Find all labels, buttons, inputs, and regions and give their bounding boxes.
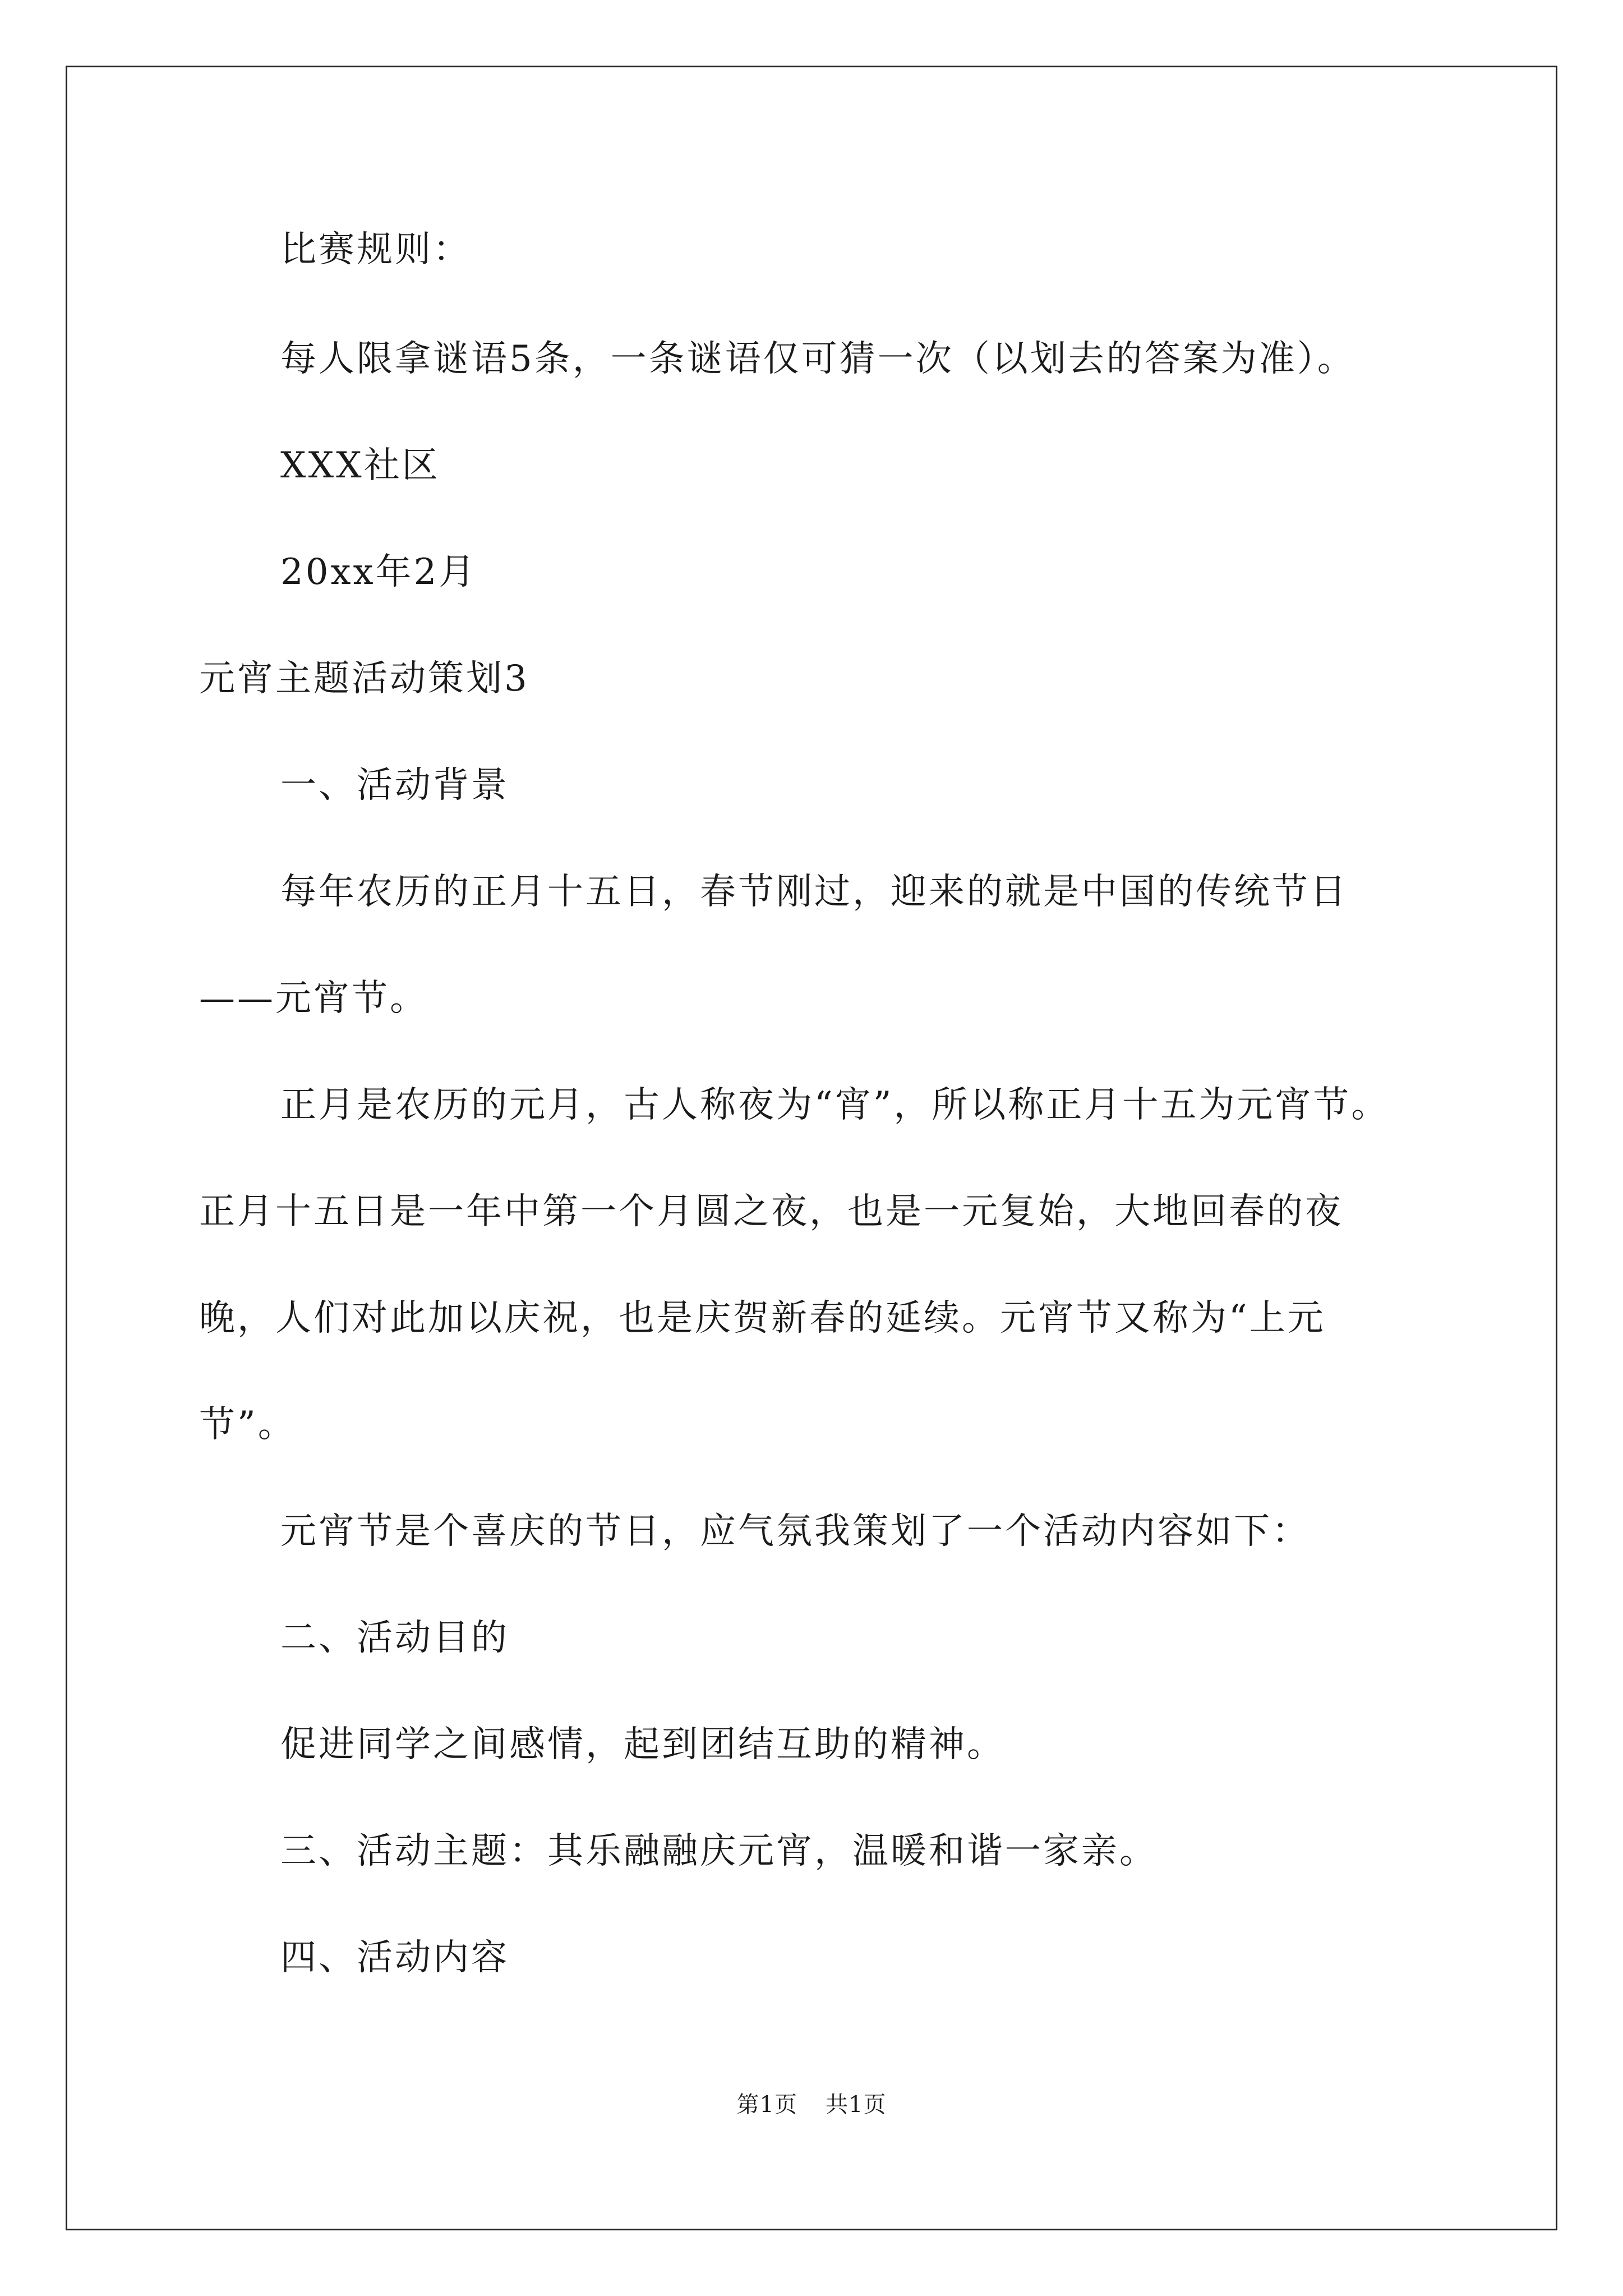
- paragraph-line: 节”。: [199, 1404, 296, 1446]
- paragraph-line: 每年农历的正月十五日，春节刚过，迎来的就是中国的传统节日: [280, 871, 1348, 913]
- rules-heading: 比赛规则：: [280, 229, 471, 270]
- paragraph-line: 元宵节是个喜庆的节日，应气氛我策划了一个活动内容如下：: [280, 1511, 1310, 1552]
- paragraph-line: 促进同学之间感情，起到团结互助的精神。: [280, 1724, 1005, 1765]
- heading-theme: 三、活动主题：其乐融融庆元宵，温暖和谐一家亲。: [280, 1830, 1158, 1872]
- paragraph-line: 正月十五日是一年中第一个月圆之夜，也是一元复始，大地回春的夜: [199, 1191, 1343, 1232]
- date-line: 20xx年2月: [280, 551, 477, 593]
- organizer-name: XXX社区: [280, 445, 440, 486]
- page-footer: [0, 2091, 1623, 2119]
- page-border: [66, 66, 1557, 2230]
- heading-content: 四、活动内容: [280, 1937, 509, 1978]
- paragraph-line: ——元宵节。: [199, 978, 428, 1019]
- page-total: 共1页: [826, 2092, 887, 2118]
- page-number: 第1页: [736, 2092, 797, 2118]
- heading-purpose: 二、活动目的: [280, 1617, 509, 1659]
- paragraph-line: 晚，人们对此加以庆祝，也是庆贺新春的延续。元宵节又称为“上元: [199, 1297, 1326, 1339]
- rules-text: 每人限拿谜语5条，一条谜语仅可猜一次（以划去的答案为准）。: [280, 338, 1355, 380]
- paragraph-line: 正月是农历的元月，古人称夜为“宵”，所以称正月十五为元宵节。: [280, 1084, 1390, 1126]
- heading-background: 一、活动背景: [280, 765, 509, 806]
- section-title: 元宵主题活动策划3: [199, 658, 529, 700]
